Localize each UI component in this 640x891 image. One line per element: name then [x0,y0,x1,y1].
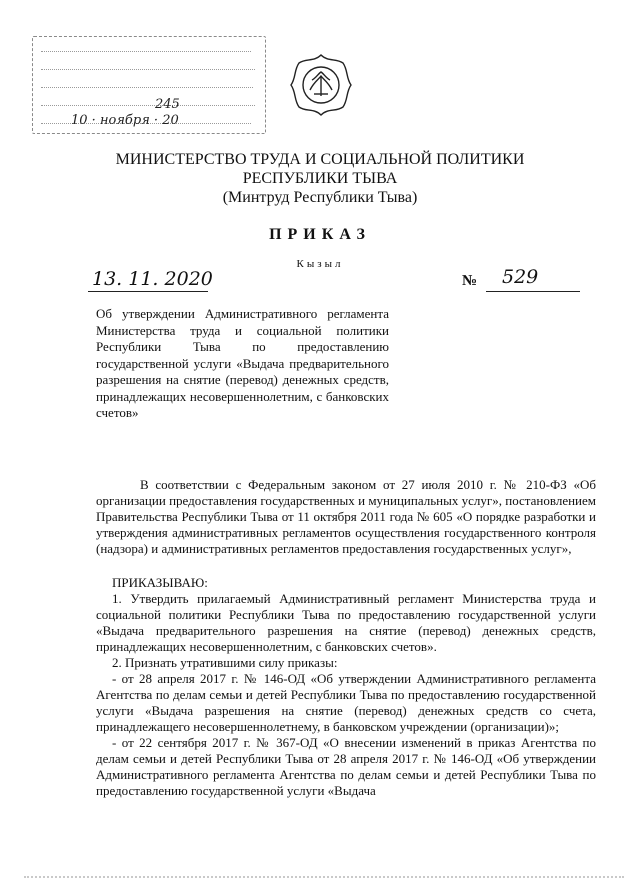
ministry-name-line1: МИНИСТЕРСТВО ТРУДА И СОЦИАЛЬНОЙ ПОЛИТИКИ [115,151,525,168]
preamble-paragraph: В соответствии с Федеральным законом от 27 июля 2010 г. № 210-ФЗ «Об организации предоставления государственных и муниципальных услуг», постановлением Правительства Республики Тыва от 11 октября 2011 года № 605 «О порядке разработки и утверждения административных регламентов осуществления государственного контроля (надзора) и административных регламентов предоставления государственных услуг», [96,477,596,556]
order-number: 529 [502,266,539,288]
stamp-line [41,51,251,53]
order-subject: Об утверждении Административного регламента Министерства труда и социальной политики Республики Тыва по предоставлению государственной услуги «Выдача предварительного разрешения на снятие (перевод) денежных средств, принадлежащих несовершеннолетним, с банковских счетов» [96,306,389,420]
stamp-line [41,87,253,89]
ministry-name-line2: РЕСПУБЛИКИ ТЫВА [242,170,398,187]
scan-edge [24,876,624,884]
registration-stamp [32,36,266,134]
number-underline [486,291,580,292]
order-item: 1. Утвердить прилагаемый Административный регламент Министерства труда и социальной политики Республики Тыва по предоставлению государственной услуги «Выдача предварительного разрешения на снятие (перевод) денежных средств, принадлежащих несовершеннолетним, с банковских счетов». [96,591,596,654]
order-item: 2. Признать утратившими силу приказы: [112,655,338,670]
order-word: ПРИКАЗЫВАЮ: [112,575,208,590]
order-item: - от 22 сентября 2017 г. № 367-ОД «О внесении изменений в приказ Агентства по делам семьи и детей Республики Тыва от 28 апреля 2017 г. № 146-ОД «Об утверждении Административного регламента Агентства по делам семьи и детей Республики Тыва по предоставлению государственной услуги «Выдача [96,735,596,798]
order-item: - от 28 апреля 2017 г. № 146-ОД «Об утверждении Административного регламента Агентства по делам семьи и детей Республики Тыва по предоставлению государственной услуги «Выдача разрешения на снятие (перевод) денежных средств со счета, принадлежащего несовершеннолетнему, в банковском учреждении (организации)»; [96,671,596,734]
order-body [96,477,596,799]
document-type: ПРИКАЗ [269,226,371,243]
stamp-date: 10 · ноября · 20 [71,113,179,128]
ministry-short-name: (Минтруд Республики Тыва) [222,189,418,206]
stamp-line [41,105,255,107]
coat-of-arms-icon [288,52,354,118]
date-underline [88,291,208,292]
stamp-line [41,69,255,71]
number-sign: № [462,273,478,289]
stamp-number: 245 [155,97,180,112]
city-name: Кызыл [296,258,344,270]
order-date: 13. 11. 2020 [92,268,213,290]
